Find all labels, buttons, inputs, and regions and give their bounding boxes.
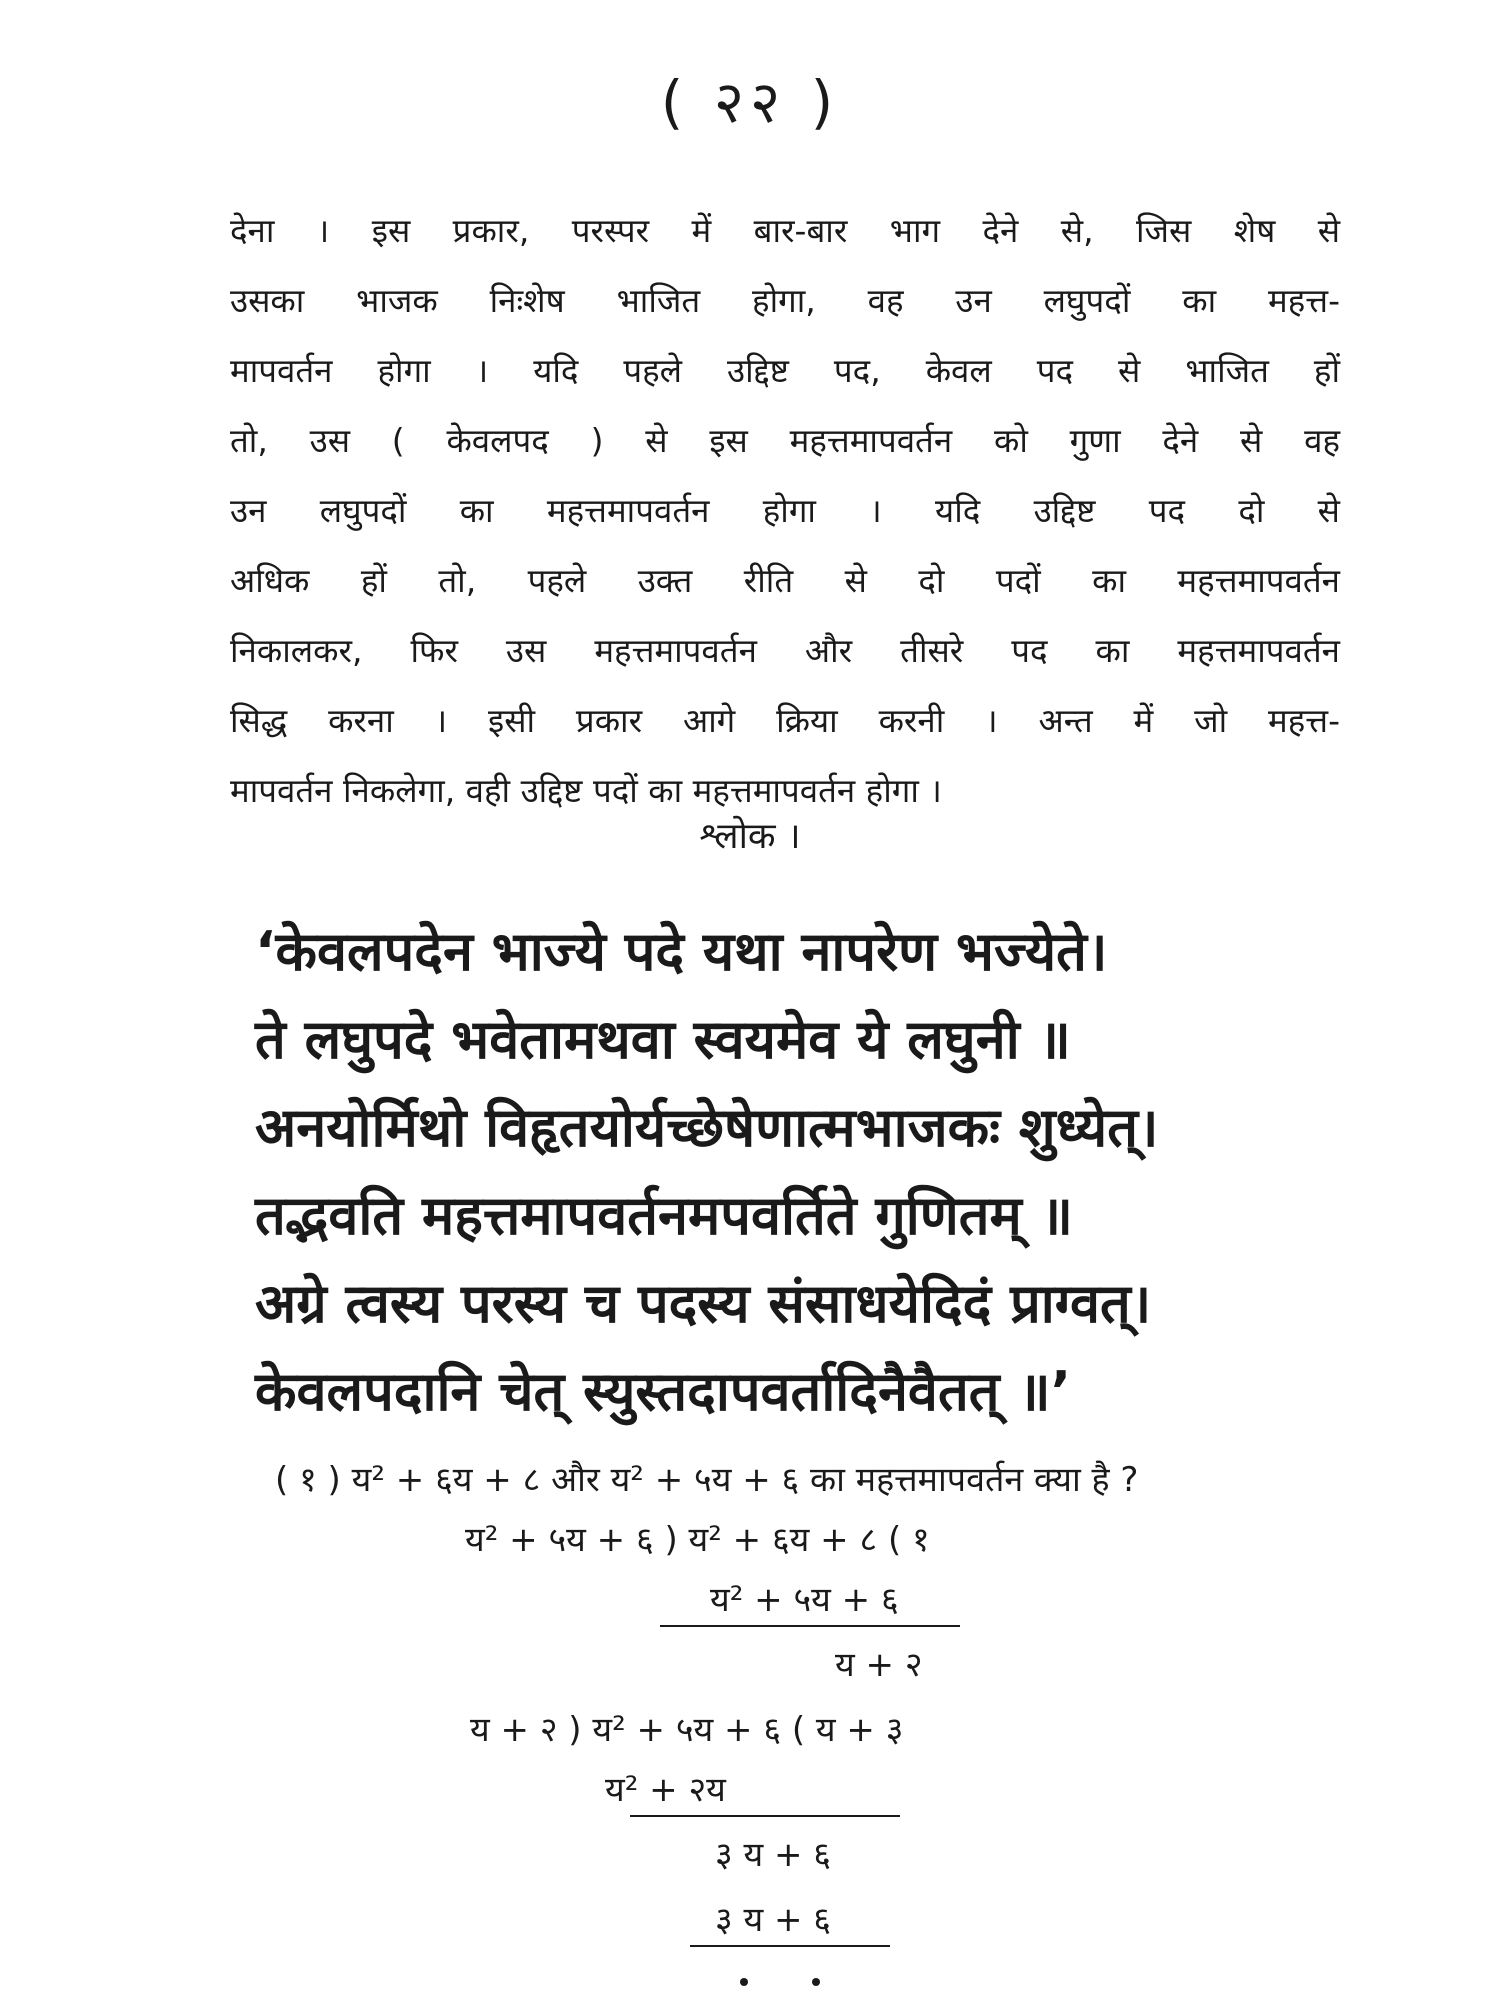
division-rule-1 [660, 1625, 960, 1627]
division-step-1: य² + ५य + ६ ) य² + ६य + ८ ( १ [465, 1520, 930, 1560]
division-product-1: य² + ५य + ६ [710, 1580, 899, 1620]
prose-line: सिद्ध करना । इसी प्रकार आगे क्रिया करनी । अन्त में जो महत्त- [230, 701, 1340, 740]
prose-line: अधिक हों तो, पहले उक्त रीति से दो पदों का महत्तमापवर्तन [230, 561, 1340, 600]
verse-line: केवलपदानि चेत् स्युस्तदापवर्तादिनैवैतत् ॥’ [255, 1360, 1072, 1423]
zero-remainder-dot [812, 1978, 820, 1986]
division-step-2: य + २ ) य² + ५य + ६ ( य + ३ [470, 1710, 904, 1750]
verse-line: अग्रे त्वस्य परस्य च पदस्य संसाधयेदिदं प्राग्वत्। [255, 1272, 1152, 1335]
verse-line: ते लघुपदे भवेतामथवा स्वयमेव ये लघुनी ॥ [255, 1008, 1071, 1071]
verse-block [255, 908, 1375, 1436]
verse-line: तद्भवति महत्तमापवर्तनमपवर्तिते गुणितम् ॥ [255, 1184, 1073, 1247]
division-product-2: य² + २य [605, 1770, 726, 1810]
section-heading: श्लोक । [699, 816, 801, 857]
verse-line: अनयोर्मिथो विहृतयोर्यच्छेषेणात्मभाजकः शुध्येत्। [255, 1096, 1159, 1159]
zero-remainder-dot [740, 1978, 748, 1986]
page-number: ( २२ ) [660, 68, 840, 136]
prose-line: उसका भाजक निःशेष भाजित होगा, वह उन लघुपदों का महत्त- [230, 281, 1340, 320]
prose-line: उन लघुपदों का महत्तमापवर्तन होगा । यदि उद्दिष्ट पद दो से [230, 491, 1340, 530]
example-question: ( १ ) य² + ६य + ८ और य² + ५य + ६ का महत्तमापवर्तन क्या है ? [275, 1460, 1139, 1500]
prose-line: निकालकर, फिर उस महत्तमापवर्तन और तीसरे पद का महत्तमापवर्तन [230, 631, 1340, 670]
prose-line: देना । इस प्रकार, परस्पर में बार-बार भाग देने से, जिस शेष से [230, 211, 1340, 250]
prose-line: मापवर्तन होगा । यदि पहले उद्दिष्ट पद, केवल पद से भाजित हों [230, 351, 1340, 390]
verse-line: ‘केवलपदेन भाज्ये पदे यथा नापरेण भज्येते। [255, 920, 1108, 983]
prose-line: मापवर्तन निकलेगा, वही उद्दिष्ट पदों का महत्तमापवर्तन होगा । [230, 771, 942, 810]
division-rule-3 [690, 1945, 890, 1947]
prose-paragraph [230, 196, 1340, 826]
division-rule-2 [630, 1815, 900, 1817]
division-remainder-2: ३ य + ६ [715, 1835, 831, 1875]
division-product-3: ३ य + ६ [715, 1900, 831, 1940]
division-remainder-1: य + २ [835, 1645, 923, 1685]
prose-line: तो, उस ( केवलपद ) से इस महत्तमापवर्तन को गुणा देने से वह [230, 421, 1340, 460]
